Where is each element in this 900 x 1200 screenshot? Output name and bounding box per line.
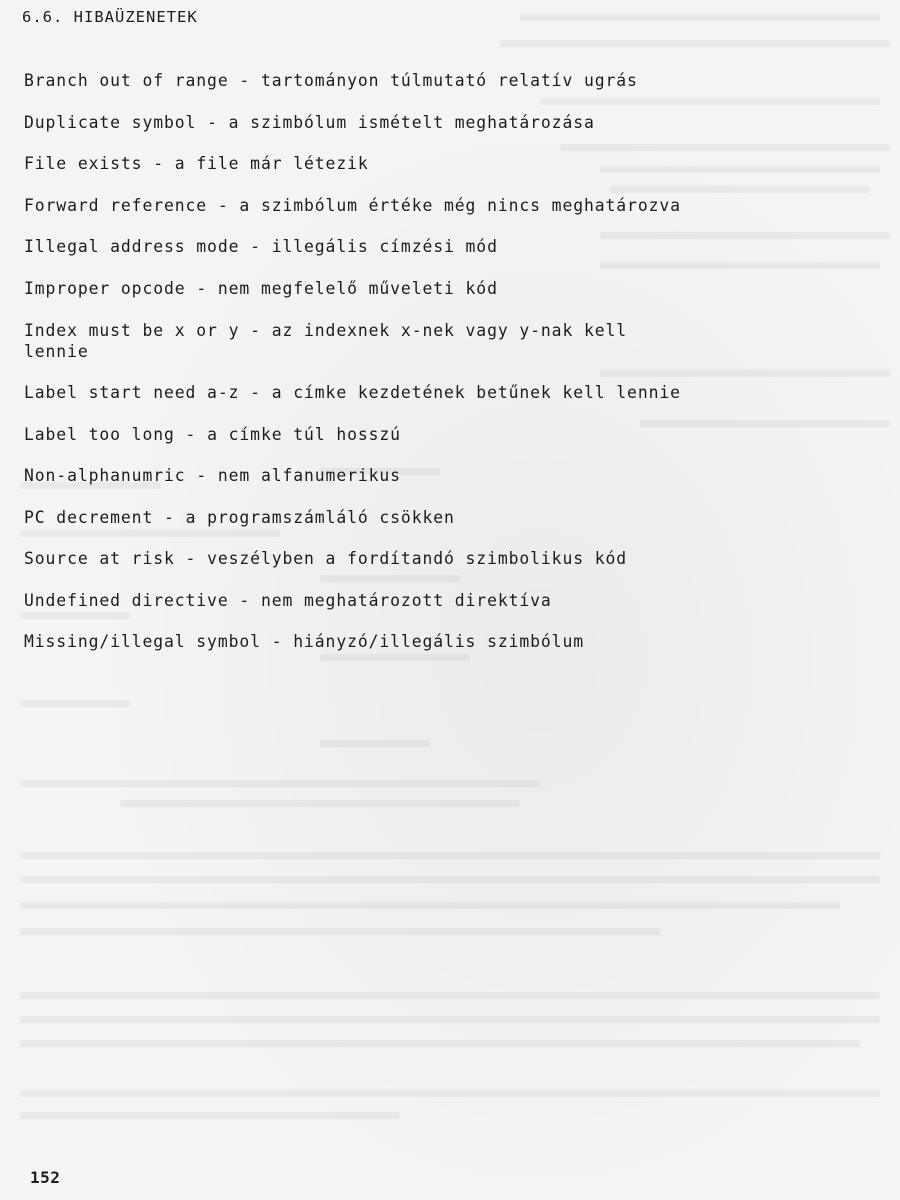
error-separator: - bbox=[271, 632, 283, 651]
error-separator: - bbox=[207, 113, 218, 132]
error-message: Label too long bbox=[24, 425, 175, 444]
error-entry-non-alphanumric bbox=[24, 465, 884, 486]
error-entry-undefined-directive bbox=[24, 590, 884, 611]
error-entry-improper-opcode bbox=[24, 278, 884, 299]
error-entry-duplicate-symbol bbox=[24, 112, 884, 133]
error-translation: a címke kezdetének betűnek kell lennie bbox=[271, 383, 681, 402]
page-number: 152 bbox=[30, 1168, 61, 1187]
section-number: 6.6. bbox=[22, 8, 64, 26]
error-message: Index must be x or y bbox=[24, 321, 240, 340]
error-message: Missing/illegal symbol bbox=[24, 632, 261, 651]
error-translation: tartományon túlmutató relatív ugrás bbox=[260, 71, 638, 90]
error-message: Undefined directive bbox=[24, 591, 229, 610]
error-separator: - bbox=[164, 508, 175, 527]
error-separator: - bbox=[196, 466, 208, 485]
error-translation: a szimbólum ismételt meghatározása bbox=[228, 113, 595, 132]
error-entry-pc-decrement bbox=[24, 507, 884, 528]
error-entry-branch-out-of-range bbox=[24, 70, 884, 91]
error-entry-illegal-address-mode bbox=[24, 236, 884, 257]
error-translation: nem alfanumerikus bbox=[217, 466, 401, 485]
error-entry-missing-illegal-symbol bbox=[24, 631, 884, 652]
error-separator: - bbox=[250, 321, 261, 340]
error-entry-file-exists bbox=[24, 153, 884, 174]
error-message: Illegal address mode bbox=[24, 237, 240, 256]
error-message: Duplicate symbol bbox=[24, 113, 197, 132]
error-translation: a címke túl hosszú bbox=[207, 425, 401, 444]
error-translation: nem megfelelő műveleti kód bbox=[217, 279, 498, 298]
error-message: Improper opcode bbox=[24, 279, 186, 298]
error-message: Source at risk bbox=[24, 549, 175, 568]
error-separator: - bbox=[239, 71, 251, 90]
error-message: Branch out of range bbox=[24, 71, 229, 90]
error-message: Label start need a-z bbox=[24, 383, 240, 402]
error-translation: veszélyben a fordítandó szimbolikus kód bbox=[207, 549, 628, 568]
error-message: Non-alphanumric bbox=[24, 466, 186, 485]
error-translation: a programszámláló csökken bbox=[185, 508, 455, 527]
error-message: File exists bbox=[24, 154, 143, 173]
error-translation: nem meghatározott direktíva bbox=[260, 591, 552, 610]
error-entry-forward-reference bbox=[24, 195, 884, 216]
error-message: PC decrement bbox=[24, 508, 154, 527]
error-translation: illegális címzési mód bbox=[271, 237, 498, 256]
error-separator: - bbox=[250, 383, 261, 402]
error-translation-continuation: lennie bbox=[24, 342, 89, 361]
error-entry-label-too-long bbox=[24, 424, 884, 445]
error-separator: - bbox=[185, 425, 197, 444]
section-title: HIBAÜZENETEK bbox=[73, 8, 198, 26]
error-separator: - bbox=[196, 279, 208, 298]
error-separator: - bbox=[185, 549, 197, 568]
section-heading bbox=[22, 8, 198, 26]
error-separator: - bbox=[153, 154, 165, 173]
error-translation: a szimbólum értéke még nincs meghatározva bbox=[239, 196, 681, 215]
error-translation: az indexnek x-nek vagy y-nak kell bbox=[271, 321, 628, 340]
error-message: Forward reference bbox=[24, 196, 208, 215]
error-separator: - bbox=[217, 196, 229, 215]
error-translation: hiányzó/illegális szimbólum bbox=[293, 632, 584, 651]
error-translation: a file már létezik bbox=[174, 154, 369, 173]
error-entry-index-must-be-x-or-y bbox=[24, 320, 884, 362]
error-separator: - bbox=[239, 591, 251, 610]
error-entry-label-start-need-a-z bbox=[24, 382, 884, 403]
error-entry-source-at-risk bbox=[24, 548, 884, 569]
error-separator: - bbox=[250, 237, 261, 256]
